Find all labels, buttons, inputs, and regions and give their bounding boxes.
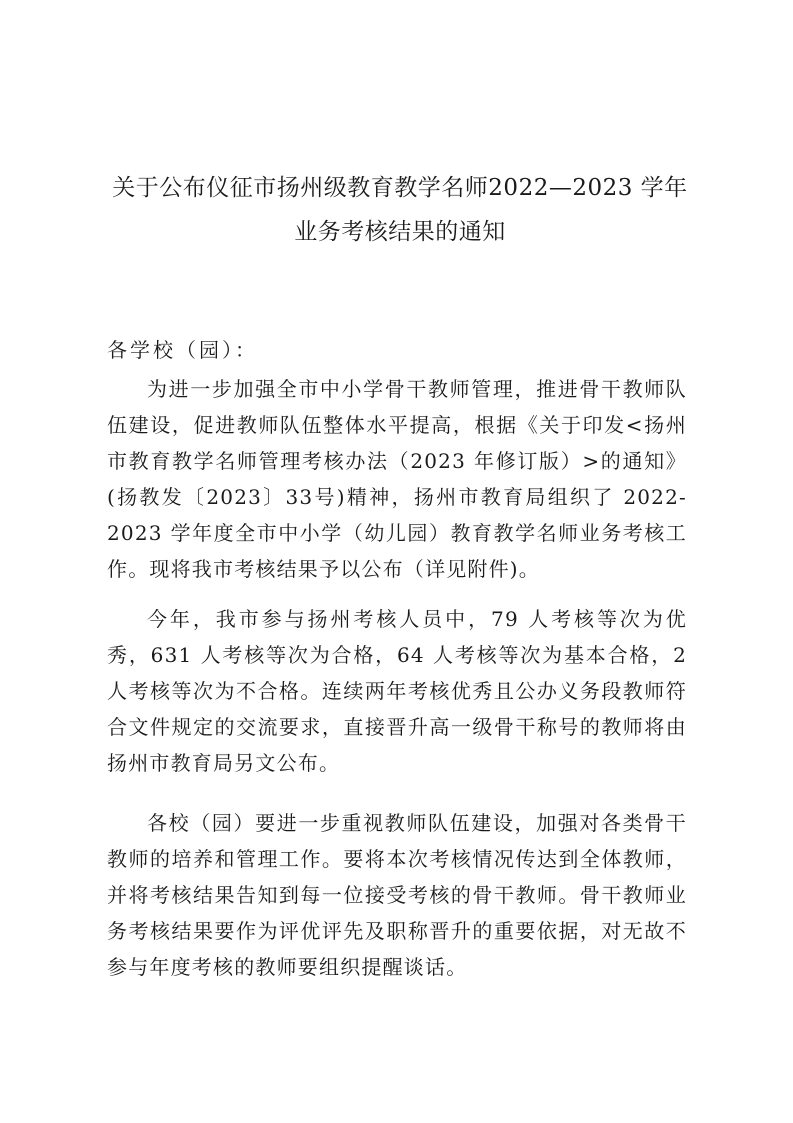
document-title-line-1: 关于公布仪征市扬州级教育教学名师2022—2023 学年 [112,175,688,201]
paragraph-1: 为进一步加强全市中小学骨干教师管理，推进骨干教师队伍建设，促进教师队伍整体水平提高，根据《关于印发<扬州市教育教学名师管理考核办法（2023 年修订版）>的通知》(扬教发〔2023〕33号)精神，扬州市教育局组织了 2022-2023 学年度全市中小学（幼儿园）教育教学名师业务考核工作。现将我市考核结果予以公布（详见附件)。 [107,377,687,581]
document-title-line-2: 业务考核结果的通知 [294,219,506,245]
salutation: 各学校（园）： [107,338,258,362]
paragraph-2: 今年，我市参与扬州考核人员中，79 人考核等次为优秀，631 人考核等次为合格，64 人考核等次为基本合格，2 人考核等次为不合格。连续两年考核优秀且公办义务段教师符合文件规定的交流要求，直接晋升高一级骨干称号的教师将由扬州市教育局另文公布。 [107,607,687,775]
paragraph-3: 各校（园）要进一步重视教师队伍建设，加强对各类骨干教师的培养和管理工作。要将本次考核情况传达到全体教师，并将考核结果告知到每一位接受考核的骨干教师。骨干教师业务考核结果要作为评优评先及职称晋升的重要依据，对无故不参与年度考核的教师要组织提醒谈话。 [107,811,687,979]
